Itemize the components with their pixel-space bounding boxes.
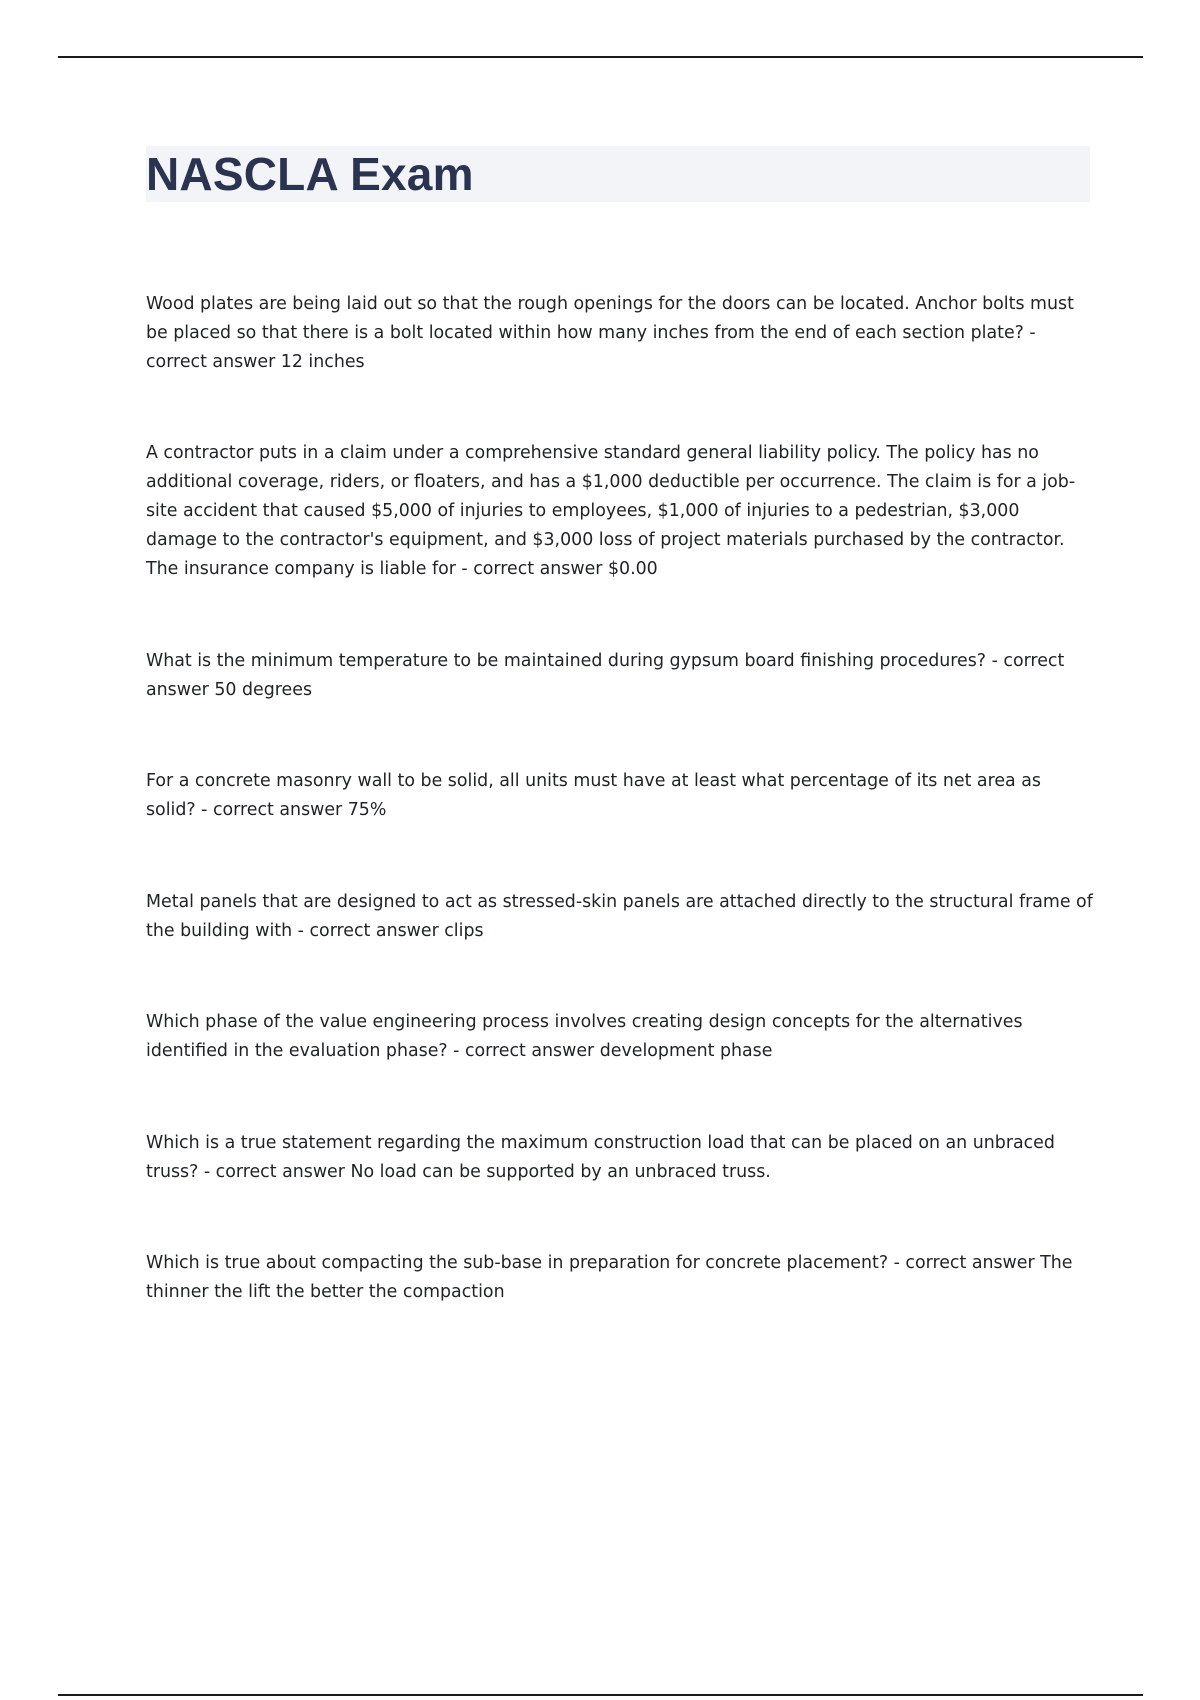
answer-separator: - correct answer — [888, 1253, 1041, 1273]
qa-entry-8 — [146, 1249, 1094, 1307]
answer-separator: - correct answer — [146, 323, 1036, 372]
bottom-rule — [58, 1694, 1143, 1696]
question-text: Which phase of the value engineering process involves creating design concepts for the alternatives identified in the evaluation phase? — [146, 1012, 1023, 1061]
document-title: NASCLA Exam — [146, 148, 474, 200]
answer-separator: - correct answer — [195, 800, 348, 820]
qa-entry-5 — [146, 888, 1094, 946]
answer-text: 75% — [347, 800, 387, 820]
question-text: For a concrete masonry wall to be solid, all units must have at least what percentage of its net area as solid? — [146, 771, 1041, 820]
answer-separator: - correct answer — [198, 1162, 351, 1182]
answer-text: development phase — [599, 1041, 773, 1061]
question-text: Which is true about compacting the sub-base in preparation for concrete placement? — [146, 1253, 889, 1273]
answer-separator: - correct answer — [447, 1041, 600, 1061]
qa-entry-1 — [146, 290, 1094, 377]
top-rule — [58, 56, 1143, 58]
qa-entry-2 — [146, 439, 1094, 584]
answer-text: 50 degrees — [214, 680, 313, 700]
answer-text: $0.00 — [607, 559, 658, 579]
question-text: Which is a true statement regarding the maximum construction load that can be placed on an unbraced truss? — [146, 1133, 1055, 1182]
answer-text: No load can be supported by an unbraced truss. — [350, 1162, 771, 1182]
question-text: A contractor puts in a claim under a comprehensive standard general liability policy. The policy has no additional coverage, riders, or floaters, and has a $1,000 deductible per occurrence. The claim is for a job-site accident that caused $5,000 of injuries to employees, $1,000 of injuries to a pedestrian, $3,000 damage to the contractor's equipment, and $3,000 loss of project materials purchased by the contractor. The insurance company is liable for — [146, 443, 1076, 579]
question-text: Wood plates are being laid out so that the rough openings for the doors can be located. Anchor bolts must be placed so that there is a bolt located within how many inches from the end of each section plate? — [146, 294, 1074, 343]
question-text: Metal panels that are designed to act as stressed-skin panels are attached directly to the structural frame of the building with — [146, 892, 1093, 941]
qa-entry-6 — [146, 1008, 1094, 1066]
qa-entry-3 — [146, 647, 1094, 705]
answer-separator: - correct answer — [292, 921, 445, 941]
answer-separator: - correct answer — [455, 559, 608, 579]
answer-separator: - correct answer — [146, 651, 1065, 700]
answer-text: 12 inches — [280, 352, 365, 372]
answer-text: The thinner the lift the better the compaction — [146, 1253, 1073, 1302]
question-text: What is the minimum temperature to be maintained during gypsum board finishing procedures? — [146, 651, 987, 671]
qa-entry-4 — [146, 767, 1094, 825]
answer-text: clips — [444, 921, 484, 941]
qa-entry-7 — [146, 1129, 1094, 1187]
